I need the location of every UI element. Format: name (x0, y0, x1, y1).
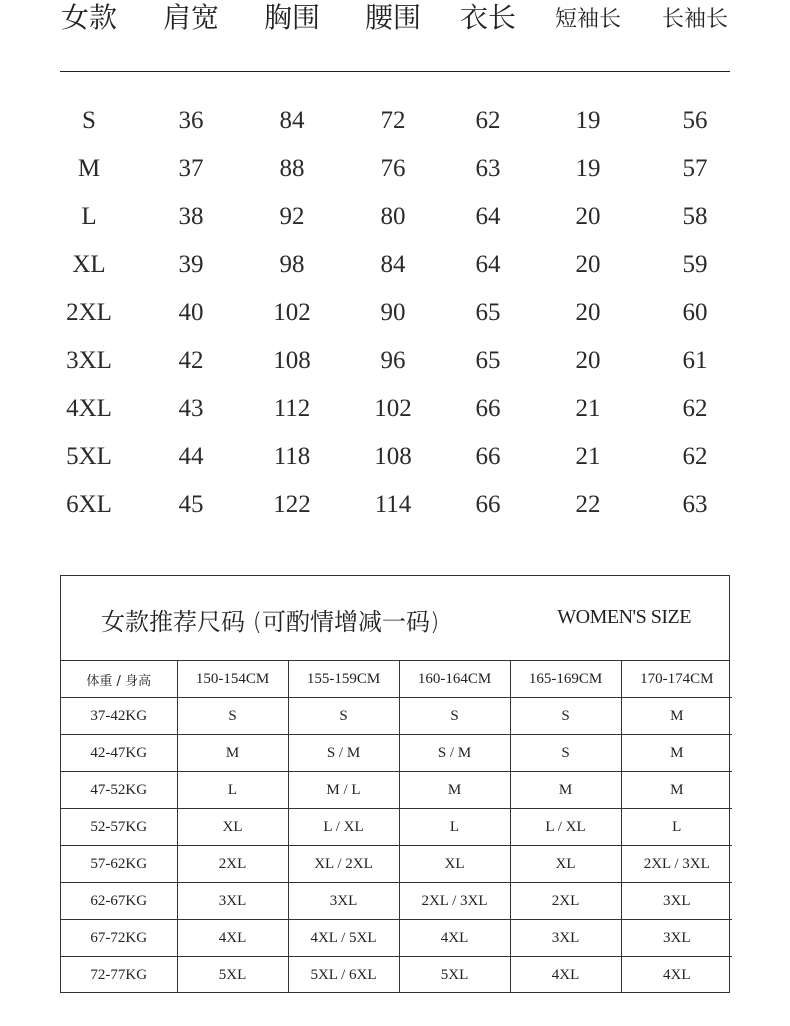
cell: 57 (682, 155, 708, 182)
cell: 4XL (399, 920, 510, 957)
cell: 2XL (510, 883, 621, 920)
table-row (0, 434, 790, 482)
cell: 112 (273, 395, 311, 422)
cell: L (621, 809, 732, 846)
table-row (0, 290, 790, 338)
cell: S (399, 698, 510, 735)
height-header: 150-154CM (177, 661, 288, 698)
cell: 76 (380, 155, 406, 182)
cell: 108 (273, 347, 311, 374)
cell: L (399, 809, 510, 846)
recommendation-title: 女款推荐尺码 (可酌情增减一码) (101, 608, 440, 636)
size-label: 3XL (66, 347, 112, 374)
height-header: 160-164CM (399, 661, 510, 698)
table-row (61, 809, 732, 846)
height-header: 165-169CM (510, 661, 621, 698)
size-label: 4XL (66, 395, 112, 422)
cell: 62 (475, 107, 501, 134)
cell: 102 (273, 299, 311, 326)
weight-label: 62-67KG (61, 883, 177, 920)
cell: 98 (279, 251, 305, 278)
cell: 102 (374, 395, 412, 422)
table-row (61, 920, 732, 957)
table-row (0, 482, 790, 530)
cell: 65 (475, 347, 501, 374)
cell: 62 (682, 443, 708, 470)
cell: M (177, 735, 288, 772)
header-long-sleeve: 长袖长 (661, 7, 729, 32)
size-label: 6XL (66, 491, 112, 518)
header-bust: 胸围 (263, 1, 321, 34)
cell: XL (510, 846, 621, 883)
cell: 84 (279, 107, 305, 134)
cell: 62 (682, 395, 708, 422)
cell: 37 (178, 155, 204, 182)
cell: 38 (178, 203, 204, 230)
cell: 63 (682, 491, 708, 518)
cell: 66 (475, 395, 501, 422)
size-label: L (81, 203, 97, 230)
table-row (61, 883, 732, 920)
cell: 59 (682, 251, 708, 278)
cell: 4XL (177, 920, 288, 957)
cell: S (510, 698, 621, 735)
cell: 80 (380, 203, 406, 230)
cell: 45 (178, 491, 204, 518)
weight-label: 47-52KG (61, 772, 177, 809)
cell: 92 (279, 203, 305, 230)
cell: 40 (178, 299, 204, 326)
cell: 39 (178, 251, 204, 278)
header-short-sleeve: 短袖长 (554, 7, 622, 32)
cell: 84 (380, 251, 406, 278)
header-waist: 腰围 (364, 1, 422, 34)
recommendation-title-band (61, 576, 729, 661)
cell: M / L (288, 772, 399, 809)
cell: 66 (475, 443, 501, 470)
cell: XL / 2XL (288, 846, 399, 883)
cell: 90 (380, 299, 406, 326)
cell: S (177, 698, 288, 735)
cell: 2XL / 3XL (621, 846, 732, 883)
cell: 20 (575, 347, 601, 374)
table-row (0, 146, 790, 194)
cell: S (288, 698, 399, 735)
cell: S / M (288, 735, 399, 772)
cell: 118 (273, 443, 311, 470)
cell: 3XL (177, 883, 288, 920)
cell: 20 (575, 203, 601, 230)
cell: S / M (399, 735, 510, 772)
weight-label: 72-77KG (61, 957, 177, 994)
cell: 5XL (399, 957, 510, 994)
cell: XL (399, 846, 510, 883)
cell: XL (177, 809, 288, 846)
header-length: 衣长 (459, 1, 517, 34)
table-row (61, 846, 732, 883)
cell: 122 (273, 491, 311, 518)
cell: 88 (279, 155, 305, 182)
cell: 64 (475, 203, 501, 230)
cell: 36 (178, 107, 204, 134)
table-row (61, 698, 732, 735)
cell: 3XL (510, 920, 621, 957)
table-row (61, 735, 732, 772)
recommendation-grid (61, 661, 732, 993)
size-label: 2XL (66, 299, 112, 326)
header-style: 女款 (60, 1, 118, 34)
cell: L / XL (510, 809, 621, 846)
cell: 42 (178, 347, 204, 374)
cell: 22 (575, 491, 601, 518)
cell: 2XL (177, 846, 288, 883)
table-row (0, 242, 790, 290)
cell: 56 (682, 107, 708, 134)
cell: 114 (374, 491, 412, 518)
cell: L / XL (288, 809, 399, 846)
measurement-table-body (0, 98, 790, 530)
header-divider (60, 71, 730, 72)
cell: 21 (575, 395, 601, 422)
cell: M (621, 772, 732, 809)
cell: 72 (380, 107, 406, 134)
weight-label: 37-42KG (61, 698, 177, 735)
cell: 58 (682, 203, 708, 230)
measurement-table-header (0, 0, 790, 40)
cell: 61 (682, 347, 708, 374)
cell: 21 (575, 443, 601, 470)
table-row (0, 194, 790, 242)
size-label: M (77, 155, 101, 182)
cell: M (621, 698, 732, 735)
cell: 63 (475, 155, 501, 182)
cell: 96 (380, 347, 406, 374)
cell: 19 (575, 107, 601, 134)
cell: 20 (575, 299, 601, 326)
cell: M (510, 772, 621, 809)
table-row (61, 957, 732, 994)
cell: L (177, 772, 288, 809)
header-shoulder: 肩宽 (162, 1, 220, 34)
cell: 5XL (177, 957, 288, 994)
cell: 108 (374, 443, 412, 470)
cell: 65 (475, 299, 501, 326)
table-row (0, 338, 790, 386)
cell: 66 (475, 491, 501, 518)
cell: 3XL (288, 883, 399, 920)
table-row (0, 386, 790, 434)
cell: 3XL (621, 920, 732, 957)
cell: M (621, 735, 732, 772)
height-header: 155-159CM (288, 661, 399, 698)
cell: 3XL (621, 883, 732, 920)
cell: 20 (575, 251, 601, 278)
weight-label: 67-72KG (61, 920, 177, 957)
height-header: 170-174CM (621, 661, 732, 698)
cell: M (399, 772, 510, 809)
size-recommendation-table (60, 575, 730, 993)
cell: 44 (178, 443, 204, 470)
grid-header-row (61, 661, 732, 698)
cell: 5XL / 6XL (288, 957, 399, 994)
weight-label: 42-47KG (61, 735, 177, 772)
cell: 4XL (663, 966, 691, 983)
cell: 2XL / 3XL (399, 883, 510, 920)
size-label: 5XL (66, 443, 112, 470)
corner-header: 体重 / 身高 (61, 661, 177, 698)
size-label: S (82, 107, 96, 134)
weight-label: 52-57KG (61, 809, 177, 846)
cell: 4XL / 5XL (288, 920, 399, 957)
cell: 64 (475, 251, 501, 278)
table-row (0, 98, 790, 146)
size-label: XL (72, 251, 106, 278)
cell: 19 (575, 155, 601, 182)
weight-label: 57-62KG (61, 846, 177, 883)
cell: S (510, 735, 621, 772)
cell: 4XL (510, 957, 621, 994)
cell: 43 (178, 395, 204, 422)
recommendation-title-en: WOMEN'S SIZE (557, 606, 691, 628)
cell: 60 (682, 299, 708, 326)
table-row (61, 772, 732, 809)
